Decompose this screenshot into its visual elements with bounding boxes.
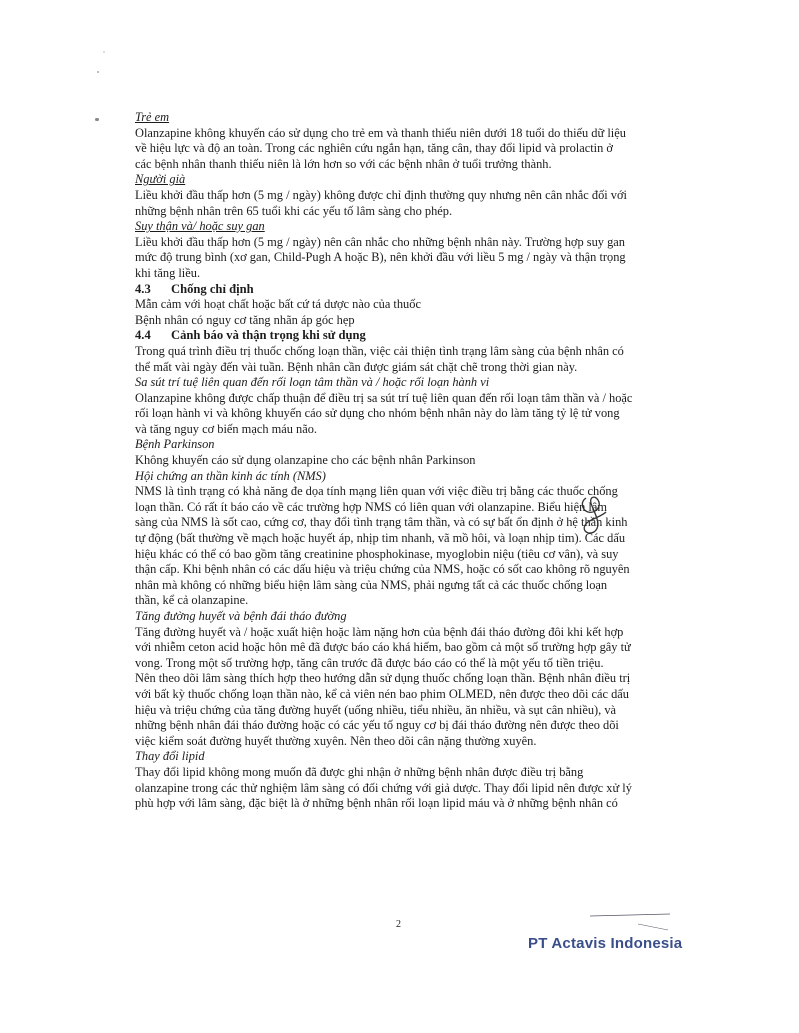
lipid-heading: Thay đổi lipid [135, 749, 205, 764]
nms-line: tự động (bất thường về mạch hoặc huyết áp, nhịp tim nhanh, vã mồ hôi, và loạn nhịp tim). Các dấu [135, 531, 626, 546]
renal-hepatic-line: Liều khởi đầu thấp hơn (5 mg / ngày) nên cân nhắc cho những bệnh nhân này. Trường hợp suy gan [135, 234, 625, 249]
hyperglycemia-line: vong. Trong một số trường hợp, tăng cân trước đã được báo cáo có thể là một yếu tố tiền triệu. [135, 655, 604, 670]
nms-line: NMS là tình trạng có khả năng đe dọa tính mạng liên quan với việc điều trị bằng các thuốc chống [135, 484, 618, 499]
document-body [135, 110, 675, 812]
parkinson-line: Không khuyến cáo sử dụng olanzapine cho các bệnh nhân Parkinson [135, 453, 476, 468]
hyperglycemia-line: Tăng đường huyết và / hoặc xuất hiện hoặc làm nặng hơn của bệnh đái tháo đường đôi khi kết hợp [135, 624, 624, 639]
section-number: 4.4 [135, 328, 151, 343]
nms-line: sàng của NMS là sốt cao, cứng cơ, thay đổi tình trạng tâm thần, và có sự bất ổn định ở hệ thần kinh [135, 515, 628, 530]
hyperglycemia-line: Nên theo dõi lâm sàng thích hợp theo hướng dẫn sử dụng thuốc chống loạn thần. Bệnh nhân điều trị [135, 671, 631, 686]
hyperglycemia-line: việc kiểm soát đường huyết thường xuyên. Nên theo dõi cân nặng thường xuyên. [135, 733, 537, 748]
hyperglycemia-heading: Tăng đường huyết và bệnh đái tháo đường [135, 609, 347, 623]
page-number: 2 [396, 919, 401, 930]
company-stamp: PT Actavis Indonesia [528, 935, 683, 952]
renal-hepatic-line: khi tăng liều. [135, 265, 201, 280]
hyperglycemia-line: với bất kỳ thuốc chống loạn thần nào, kể cả viên nén bao phim OLMED, nên được theo dõi các dấu [135, 686, 629, 701]
nms-heading: Hội chứng an thần kinh ác tính (NMS) [135, 468, 326, 483]
hyperglycemia-line: với nhiễm ceton acid hoặc hôn mê đã được báo cáo khá hiếm, bao gồm cả một số trường hợp gây tử [135, 640, 631, 655]
nms-line: thần, kể cả olanzapine. [135, 593, 249, 608]
children-line: về hiệu lực và độ an toàn. Trong các nghiên cứu ngắn hạn, tăng cân, thay đổi lipid và prolactin ở [135, 141, 613, 156]
section-4-4-heading [135, 328, 675, 344]
contraindication-line: Bệnh nhân có nguy cơ tăng nhãn áp góc hẹp [135, 312, 355, 327]
section-title: Chống chỉ định [171, 281, 254, 296]
section-number: 4.3 [135, 281, 151, 296]
dementia-line: rối loạn hành vi và không khuyến cáo sử dụng cho nhóm bệnh nhân này do làm tăng tỷ lệ tử vong [135, 406, 620, 421]
renal-hepatic-heading: Suy thận và/ hoặc suy gan [135, 219, 265, 234]
warning-line: Trong quá trình điều trị thuốc chống loạn thần, việc cải thiện tình trạng lâm sàng của bệnh nhân có [135, 343, 624, 358]
children-line: Olanzapine không khuyến cáo sử dụng cho trẻ em và thanh thiếu niên dưới 18 tuổi do thiếu dữ liệu [135, 125, 626, 140]
lipid-line: olanzapine trong các thử nghiệm lâm sàng có đối chứng với giả dược. Thay đổi lipid nên được xử lý [135, 780, 632, 795]
margin-mark [95, 118, 99, 121]
dementia-line: Olanzapine không được chấp thuận để điều trị sa sút trí tuệ liên quan đến rối loạn tâm thần và / hoặc [135, 390, 633, 405]
parkinson-heading: Bệnh Parkinson [135, 437, 215, 452]
section-title: Cảnh báo và thận trọng khi sử dụng [171, 328, 366, 343]
scan-mark [90, 40, 120, 80]
hyperglycemia-line: hiệu và triệu chứng của tăng đường huyết (uống nhiều, tiểu nhiều, ăn nhiều, và sụt cân nhiều), và [135, 702, 617, 717]
nms-line: nhân mà không có những biểu hiện lâm sàng của NMS, phải ngưng tất cả các thuốc chống loạn [135, 577, 608, 592]
children-heading: Trẻ em [135, 110, 170, 124]
dementia-heading: Sa sút trí tuệ liên quan đến rối loạn tâm thần và / hoặc rối loạn hành vi [135, 375, 490, 390]
warning-line: thể mất vài ngày đến vài tuần. Bệnh nhân cần được giám sát chặt chẽ trong thời gian này. [135, 359, 578, 374]
children-line: các bệnh nhân thanh thiếu niên là lớn hơn so với các bệnh nhân ở tuổi trưởng thành. [135, 156, 552, 171]
lipid-line: phù hợp với lâm sàng, đặc biệt là ở những bệnh nhân rối loạn lipid máu và ở những bệnh nhân có [135, 796, 618, 811]
nms-line: thận cấp. Khi bệnh nhân có các dấu hiệu và triệu chứng của NMS, hoặc có sốt cao không rõ nguyên [135, 562, 630, 577]
handwritten-initials [572, 492, 612, 538]
elderly-line: những bệnh nhân trên 65 tuổi khi các yếu tố lâm sàng cho phép. [135, 203, 453, 218]
dementia-line: và tăng nguy cơ biến mạch máu não. [135, 421, 318, 436]
renal-hepatic-line: mức độ trung bình (xơ gan, Child-Pugh A hoặc B), nên khởi đầu với liều 5 mg / ngày và thận trọng [135, 250, 626, 265]
section-4-3-heading [135, 282, 675, 298]
nms-line: hiệu khác có thể có bao gồm tăng creatinine phosphokinase, myoglobin niệu (tiêu cơ vân), và suy [135, 546, 619, 561]
lipid-line: Thay đổi lipid không mong muốn đã được ghi nhận ở những bệnh nhân được điều trị bằng [135, 764, 584, 779]
contraindication-line: Mẫn cảm với hoạt chất hoặc bất cứ tá dược nào của thuốc [135, 297, 421, 312]
elderly-line: Liều khởi đầu thấp hơn (5 mg / ngày) không được chỉ định thường quy nhưng nên cân nhắc đối với [135, 187, 628, 202]
hyperglycemia-line: những bệnh nhân đái tháo đường hoặc có các yếu tố nguy cơ bị đái tháo đường nên được theo dõi [135, 718, 619, 733]
nms-line: loạn thần. Có rất ít báo cáo về các trường hợp NMS có liên quan với olanzapine. Biểu hiện lâm [135, 499, 607, 514]
elderly-heading: Người già [135, 172, 186, 187]
